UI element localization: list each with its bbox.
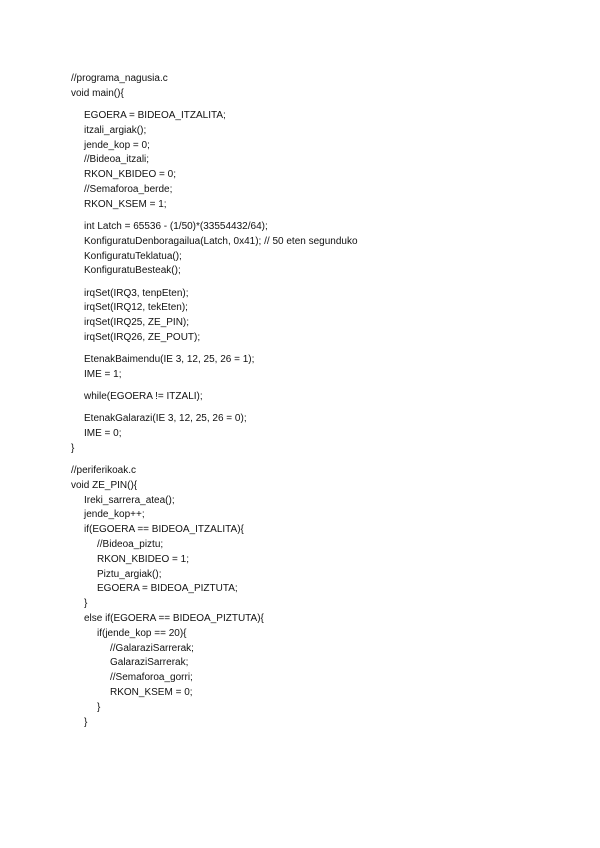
code-line: jende_kop++; <box>84 509 145 521</box>
blank-line <box>71 346 358 353</box>
code-line: if(EGOERA == BIDEOA_ITZALITA){ <box>84 524 244 536</box>
blank-line <box>71 383 358 390</box>
code-line: //Bideoa_itzali; <box>84 154 150 166</box>
code-line: irqSet(IRQ25, ZE_PIN); <box>84 317 190 329</box>
code-line: IME = 0; <box>84 428 122 440</box>
code-line: while(EGOERA != ITZALI); <box>84 391 203 403</box>
code-line: EtenakGalarazi(IE 3, 12, 25, 26 = 0); <box>84 413 247 425</box>
code-line: Piztu_argiak(); <box>97 568 162 580</box>
code-line: //Semaforoa_berde; <box>84 183 173 195</box>
code-line: GalaraziSarrerak; <box>110 657 189 669</box>
code-line: void main(){ <box>71 87 124 99</box>
code-line: irqSet(IRQ12, tekEten); <box>84 302 188 314</box>
blank-line <box>71 102 358 109</box>
blank-line <box>71 457 358 464</box>
code-line: } <box>84 598 88 610</box>
code-line: //periferikoak.c <box>71 465 137 477</box>
code-line: Ireki_sarrera_atea(); <box>84 494 175 506</box>
code-line: EGOERA = BIDEOA_ITZALITA; <box>84 109 226 121</box>
code-line: KonfiguratuBesteak(); <box>84 265 181 277</box>
code-line: IME = 1; <box>84 368 122 380</box>
code-line: int Latch = 65536 - (1/50)*(33554432/64); <box>84 220 268 232</box>
code-line: } <box>71 442 75 454</box>
code-line: void ZE_PIN(){ <box>71 479 138 491</box>
code-line: KonfiguratuTeklatua(); <box>84 250 182 262</box>
blank-line <box>71 405 358 412</box>
code-line: irqSet(IRQ3, tenpEten); <box>84 287 189 299</box>
code-line: itzali_argiak(); <box>84 124 147 136</box>
code-line: //GalaraziSarrerak; <box>110 642 194 654</box>
code-line: jende_kop = 0; <box>84 139 150 151</box>
code-listing <box>71 72 358 730</box>
code-line: EGOERA = BIDEOA_PIZTUTA; <box>97 583 238 595</box>
code-line: EtenakBaimendu(IE 3, 12, 25, 26 = 1); <box>84 354 255 366</box>
code-line: RKON_KBIDEO = 0; <box>84 169 176 181</box>
blank-line <box>71 213 358 220</box>
code-line: } <box>84 716 88 728</box>
code-line: } <box>97 701 101 713</box>
code-line: //Semaforoa_gorri; <box>110 672 193 684</box>
code-line: //programa_nagusia.c <box>71 73 168 84</box>
code-line: RKON_KSEM = 0; <box>110 687 193 699</box>
code-line: if(jende_kop == 20){ <box>97 627 187 639</box>
code-line: RKON_KSEM = 1; <box>84 198 167 210</box>
code-line: RKON_KBIDEO = 1; <box>97 553 189 565</box>
blank-line <box>71 279 358 286</box>
code-line: //Bideoa_piztu; <box>97 539 164 551</box>
code-line: else if(EGOERA == BIDEOA_PIZTUTA){ <box>84 613 264 625</box>
code-line: KonfiguratuDenboragailua(Latch, 0x41); // 50 eten segunduko <box>84 235 358 247</box>
code-line: irqSet(IRQ26, ZE_POUT); <box>84 331 201 343</box>
